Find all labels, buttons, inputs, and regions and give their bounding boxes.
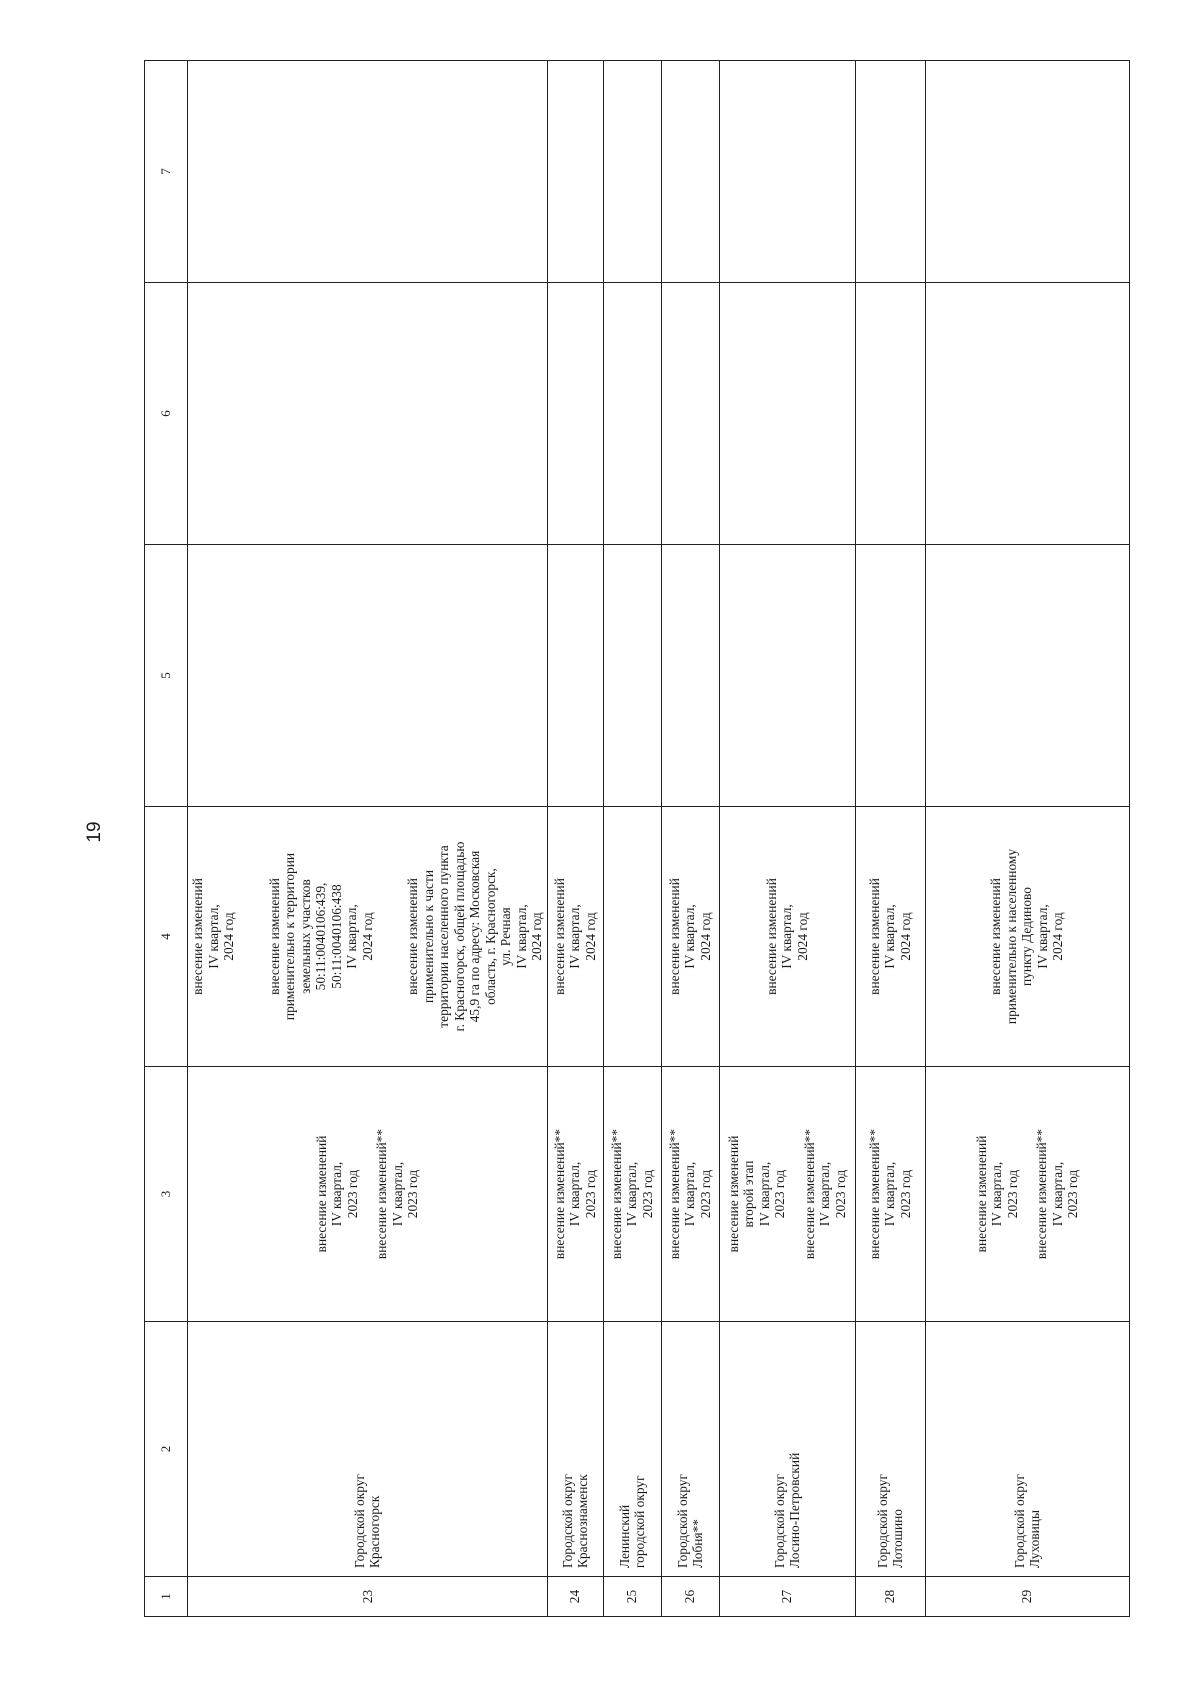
entry-line: IV квартал, [344,904,359,969]
col4-cell [188,807,548,1067]
entry-line: 2024 год [529,912,544,961]
entry-line: применительно к населенному [1003,848,1019,1025]
col3-entry [314,1073,361,1315]
col4-entry [267,813,376,1060]
municipality-name [547,1322,603,1577]
entry-line: IV квартал, [513,904,529,969]
entry-line: внесение изменений** [608,1128,624,1260]
entry-line: 50:11:0040106:438 [328,884,344,989]
entry-line: 2023 год [582,1169,598,1219]
col3-cell [547,1067,603,1322]
col4-cell [661,807,719,1067]
col7-cell [661,61,719,283]
entry-line: применительно к территории [282,852,297,1021]
rotated-table-container [144,61,1116,1617]
table-row [603,61,661,1617]
row-number: 28 [855,1577,925,1617]
entry-line: 2024 год [221,912,236,961]
entry-line: 2024 год [1050,912,1066,961]
col3-entry [552,1073,599,1315]
name-line: Городской округ [351,1474,367,1568]
entry-line: территории населенного пункта [436,845,451,1028]
col4-entry [867,813,914,1060]
entry-line: IV квартал, [817,1161,833,1227]
row-number: 29 [925,1577,1129,1617]
col4-cell [925,807,1129,1067]
row-number: 23 [188,1577,548,1617]
entry-line: 2023 год [405,1169,421,1219]
entry-line: 2024 год [697,912,713,961]
name-line: Краснознаменск [575,1474,590,1568]
entry-line: 2024 год [359,912,375,961]
municipality-name [855,1322,925,1577]
col3-entry [374,1073,421,1315]
col4-entry [764,813,811,1060]
entry-line: IV квартал, [882,1161,898,1227]
col3-cell [603,1067,661,1322]
row-number: 27 [719,1577,855,1617]
entry-line: IV квартал, [329,1161,345,1227]
entry-line: 2023 год [1065,1169,1080,1219]
entry-line: внесение изменений [988,878,1004,995]
entry-line: 2023 год [344,1169,360,1219]
entry-line: IV квартал, [779,904,795,969]
entry-line: IV квартал, [882,904,898,969]
col7-cell [188,61,548,283]
entry-line: 2023 год [832,1169,848,1219]
municipality-name [661,1322,719,1577]
entry-line: 2024 год [794,912,810,961]
entry-line: ул. Речная [498,907,513,966]
entry-line: 2023 год [639,1169,655,1219]
name-line: Луховицы [1027,1510,1042,1568]
col5-cell [547,545,603,807]
col7-cell [547,61,603,283]
col3-entry [867,1073,914,1315]
entry-line: 2023 год [897,1169,913,1219]
entry-line: внесение изменений [973,1135,989,1253]
entry-line: внесение изменений [551,878,567,995]
row-number: 24 [547,1577,603,1617]
header-cell: 4 [145,807,188,1067]
col5-cell [925,545,1129,807]
entry-line: внесение изменений [666,878,682,995]
row-number: 26 [661,1577,719,1617]
entry-line: внесение изменений [763,878,779,995]
entry-line: IV квартал, [567,1161,583,1227]
entry-line: IV квартал, [389,1161,405,1227]
entry-line: внесение изменений [866,878,882,995]
entry-line: внесение изменений** [374,1128,390,1260]
col6-cell [925,283,1129,545]
col3-entry [667,1073,714,1315]
entry-line: 2024 год [897,912,913,961]
header-cell: 5 [145,545,188,807]
municipality-name [603,1322,661,1577]
col4-cell [719,807,855,1067]
entry-line: внесение изменений** [866,1128,882,1260]
col3-cell [925,1067,1129,1322]
municipality-name [188,1322,548,1577]
entry-line: внесение изменений [725,1135,741,1253]
header-cell: 2 [145,1322,188,1577]
entry-line: внесение изменений [190,878,205,995]
col5-cell [855,545,925,807]
entry-line: внесение изменений [405,878,420,995]
entry-line: 2023 год [1004,1169,1020,1219]
col6-cell [603,283,661,545]
entry-line: второй этап [741,1160,757,1228]
col6-cell [188,283,548,545]
header-cell: 3 [145,1067,188,1322]
entry-line: IV квартал, [989,1161,1004,1227]
entry-line: IV квартал, [567,904,583,969]
entry-line: внесение изменений [313,1135,329,1253]
entry-line: 45,9 га по адресу: Московская [467,850,482,1023]
col6-cell [547,283,603,545]
page-number: 19 [84,821,105,843]
municipality-name [925,1322,1129,1577]
col5-cell [603,545,661,807]
name-line: Лобня** [690,1519,705,1568]
name-line: Лотошино [890,1509,905,1568]
table-row [661,61,719,1617]
col3-entry [974,1073,1021,1315]
col3-cell [855,1067,925,1322]
entry-line: IV квартал, [682,904,698,969]
col4-entry [552,813,599,1060]
name-line: Красногорск [367,1495,383,1568]
entry-line: IV квартал, [756,1161,772,1227]
col3-entry [609,1073,656,1315]
col4-cell [855,807,925,1067]
col4-entry [988,813,1066,1060]
col4-cell [603,807,661,1067]
row-number: 25 [603,1577,661,1617]
table-row [855,61,925,1617]
col3-entry [726,1073,788,1315]
header-cell: 7 [145,61,188,283]
name-line: Городской округ [559,1474,575,1568]
name-line: Городской округ [874,1474,890,1568]
name-line: Городской округ [1011,1474,1027,1568]
entry-line: область, г. Красногорск, [482,868,498,1005]
table-row [547,61,603,1617]
col5-cell [188,545,548,807]
col7-cell [719,61,855,283]
entry-line: 50:11:0040106:439, [313,882,328,991]
header-cell: 6 [145,283,188,545]
entry-line: внесение изменений** [801,1128,817,1260]
entry-line: внесение изменений [266,878,282,995]
name-line: Городской округ [674,1474,690,1568]
entry-line: 2023 год [697,1169,713,1219]
name-line: Ленинский [616,1504,632,1568]
col3-entry [1034,1073,1081,1315]
entry-line: 2024 год [582,912,598,961]
table-row [925,61,1129,1617]
col4-cell [547,807,603,1067]
municipality-name [719,1322,855,1577]
entry-line: IV квартал, [205,904,221,969]
col7-cell [925,61,1129,283]
col6-cell [661,283,719,545]
col3-cell [719,1067,855,1322]
entry-line: IV квартал, [682,1161,698,1227]
table-row [188,61,548,1617]
name-line: Лосино-Петровский [787,1452,802,1568]
header-row [145,61,188,1617]
entry-line: г. Красногорск, общей площадью [451,841,467,1032]
entry-line: земельных участков [297,879,313,994]
col4-entry [190,813,237,1060]
col6-cell [855,283,925,545]
entry-line: 2023 год [772,1169,788,1219]
header-cell: 1 [145,1577,188,1617]
planning-schedule-table [144,60,1130,1617]
col4-entry [405,813,545,1060]
col3-cell [188,1067,548,1322]
table-row [719,61,855,1617]
col3-entry [802,1073,849,1315]
col6-cell [719,283,855,545]
col7-cell [603,61,661,283]
entry-line: применительно к части [420,869,436,1004]
entry-line: внесение изменений** [666,1128,682,1260]
entry-line: внесение изменений** [1034,1128,1049,1260]
entry-line: IV квартал, [1049,1161,1065,1227]
col3-cell [661,1067,719,1322]
entry-line: внесение изменений** [551,1128,567,1260]
col5-cell [661,545,719,807]
entry-line: IV квартал, [624,1161,640,1227]
col5-cell [719,545,855,807]
name-line: Городской округ [771,1474,787,1568]
entry-line: пункту Дединово [1019,887,1035,986]
name-line: городской округ [632,1475,647,1568]
col7-cell [855,61,925,283]
col4-entry [667,813,714,1060]
entry-line: IV квартал, [1034,904,1050,969]
